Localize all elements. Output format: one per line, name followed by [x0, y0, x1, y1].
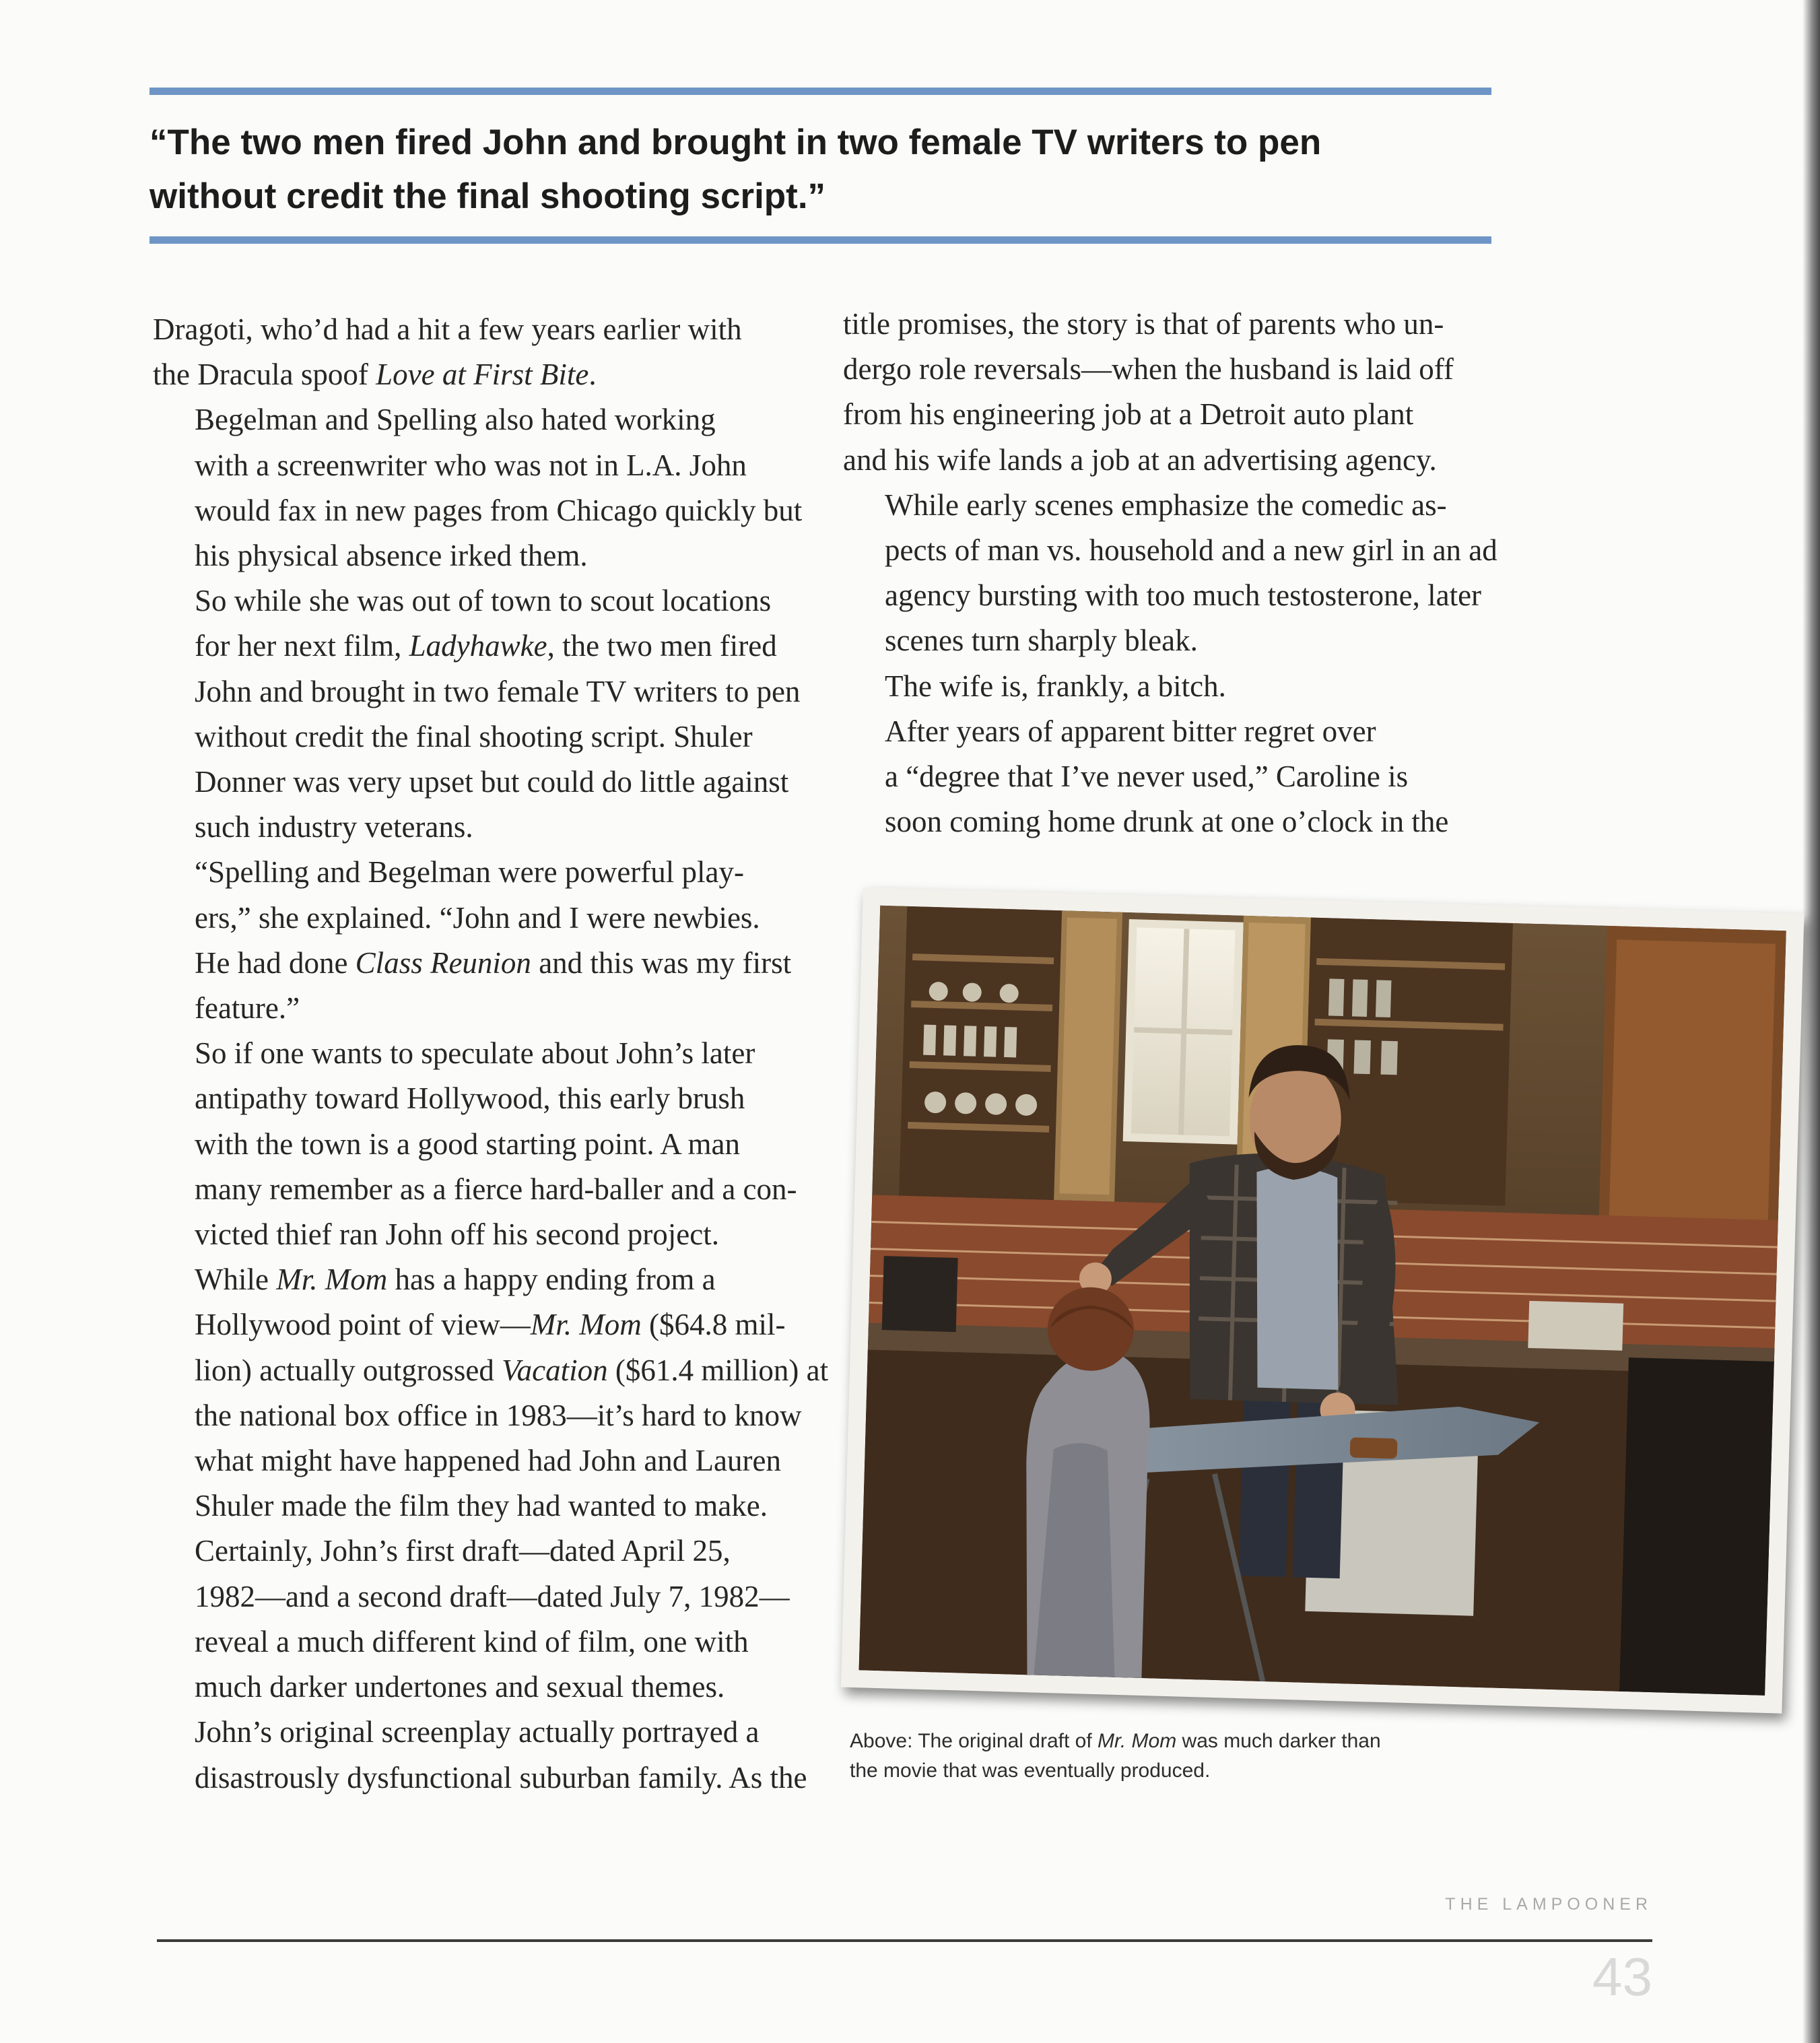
text-line: dergo role reversals—when the husband is laid off	[843, 352, 1454, 387]
paragraph	[153, 578, 826, 850]
text-run: the Dracula spoof	[153, 358, 376, 392]
film-still-photo	[841, 887, 1805, 1714]
text-line: Begelman and Spelling also hated working	[195, 403, 716, 437]
pull-quote-top-rule	[149, 88, 1491, 95]
magazine-masthead: THE LAMPOONER	[1445, 1895, 1652, 1914]
pull-quote	[149, 116, 1496, 224]
text-line: would fax in new pages from Chicago quickly but	[195, 493, 803, 527]
text-line: Certainly, John’s first draft—dated April 25,	[195, 1534, 731, 1568]
film-title: Class Reunion	[355, 945, 531, 980]
film-title: Mr. Mom	[276, 1263, 388, 1297]
paragraph	[843, 302, 1503, 483]
kitchen-scene-image	[859, 906, 1786, 1696]
text-line: John’s original screenplay actually portrayed a	[195, 1715, 760, 1749]
text-run: .	[588, 358, 597, 392]
paragraph	[843, 709, 1503, 845]
text-run: , the two men fired	[547, 629, 777, 663]
left-column	[153, 307, 829, 1801]
text-line: Dragoti, who’d had a hit a few years earlier with	[153, 312, 742, 346]
pull-quote-bottom-rule	[149, 236, 1491, 244]
text-line: many remember as a fierce hard-baller and a con-	[195, 1172, 797, 1206]
text-line: “Spelling and Begelman were powerful play-	[195, 855, 744, 890]
text-line: agency bursting with too much testosterone, later	[885, 578, 1482, 613]
pull-quote-line: “The two men fired John and brought in two female TV writers to pen	[149, 123, 1322, 162]
text-line: and his wife lands a job at an advertising agency.	[843, 442, 1437, 477]
text-run: has a happy ending from a	[387, 1263, 716, 1297]
film-title: Mr. Mom	[1098, 1730, 1177, 1752]
footer-rule	[157, 1939, 1652, 1942]
text-line: 1982—and a second draft—dated July 7, 1982—	[195, 1579, 790, 1613]
paragraph	[153, 1710, 826, 1800]
text-line: The wife is, frankly, a bitch.	[885, 669, 1226, 703]
text-line: scenes turn sharply bleak.	[885, 624, 1198, 658]
text-line: After years of apparent bitter regret over	[885, 714, 1376, 748]
paragraph	[153, 1529, 826, 1710]
film-title: Mr. Mom	[530, 1308, 642, 1342]
page-edge-shadow	[1802, 0, 1820, 2043]
text-line: feature.”	[195, 991, 300, 1026]
text-run: was much darker than	[1176, 1730, 1381, 1752]
paragraph	[153, 1257, 829, 1529]
text-line	[153, 1302, 826, 1347]
text-line	[153, 352, 826, 397]
paragraph	[153, 850, 826, 1031]
text-line: what might have happened had John and Lauren	[195, 1444, 781, 1478]
text-line: So if one wants to speculate about John’s later	[195, 1036, 755, 1071]
text-line: Shuler made the film they had wanted to make.	[195, 1489, 768, 1523]
text-line: victed thief ran John off his second project.	[195, 1217, 719, 1252]
text-line: John and brought in two female TV writers to pen	[195, 674, 801, 708]
text-line: antipathy toward Hollywood, this early brush	[195, 1081, 745, 1116]
paragraph	[843, 664, 1503, 709]
text-line: without credit the final shooting script. Shuler	[195, 719, 753, 753]
caption-line: the movie that was eventually produced.	[850, 1760, 1211, 1782]
text-line: a “degree that I’ve never used,” Caroline is	[885, 760, 1409, 794]
text-run: Hollywood point of view—	[195, 1308, 531, 1342]
text-line: So while she was out of town to scout locations	[195, 584, 772, 618]
text-run: While	[195, 1263, 277, 1297]
text-run: ($64.8 mil-	[641, 1308, 786, 1342]
text-line: much darker undertones and sexual themes.	[195, 1670, 725, 1704]
film-title: Vacation	[502, 1353, 608, 1387]
text-run: for her next film,	[195, 629, 409, 663]
right-column	[843, 302, 1503, 844]
text-run: lion) actually outgrossed	[195, 1353, 502, 1387]
paragraph	[153, 1031, 826, 1257]
text-line: such industry veterans.	[195, 810, 473, 844]
text-run: Above: The original draft of	[850, 1730, 1098, 1752]
text-line: While early scenes emphasize the comedic as-	[885, 488, 1447, 522]
text-line	[153, 1257, 826, 1302]
text-run: He had done	[195, 945, 356, 980]
paragraph	[843, 483, 1503, 664]
film-title: Ladyhawke	[409, 629, 547, 663]
text-line: pects of man vs. household and a new girl in an ad	[885, 533, 1497, 568]
paragraph	[153, 397, 826, 578]
paragraph	[153, 307, 826, 397]
caption-line	[850, 1727, 1523, 1756]
film-title: Love at First Bite	[376, 358, 589, 392]
text-line: from his engineering job at a Detroit auto plant	[843, 397, 1414, 432]
pull-quote-line: without credit the final shooting script.”	[149, 176, 826, 216]
photo-caption	[850, 1727, 1523, 1786]
text-line: disastrously dysfunctional suburban family. As the	[195, 1760, 807, 1795]
page-number: 43	[1592, 1947, 1652, 2007]
text-line	[153, 1348, 829, 1393]
text-line: the national box office in 1983—it’s hard to know	[195, 1398, 802, 1432]
text-line: ers,” she explained. “John and I were newbies.	[195, 900, 760, 935]
text-line: his physical absence irked them.	[195, 539, 588, 573]
text-line	[153, 624, 826, 669]
text-line: Donner was very upset but could do little against	[195, 765, 789, 799]
text-line: soon coming home drunk at one o’clock in the	[885, 805, 1449, 839]
text-line: with a screenwriter who was not in L.A. John	[195, 448, 747, 482]
text-run: ($61.4 million) at	[607, 1353, 829, 1387]
kitchen-scene-illustration	[859, 906, 1786, 1696]
text-run: and this was my first	[531, 945, 792, 980]
text-line: with the town is a good starting point. A man	[195, 1127, 740, 1161]
text-line: title promises, the story is that of parents who un-	[843, 307, 1444, 341]
text-line	[153, 941, 826, 986]
text-line: reveal a much different kind of film, one with	[195, 1624, 749, 1659]
